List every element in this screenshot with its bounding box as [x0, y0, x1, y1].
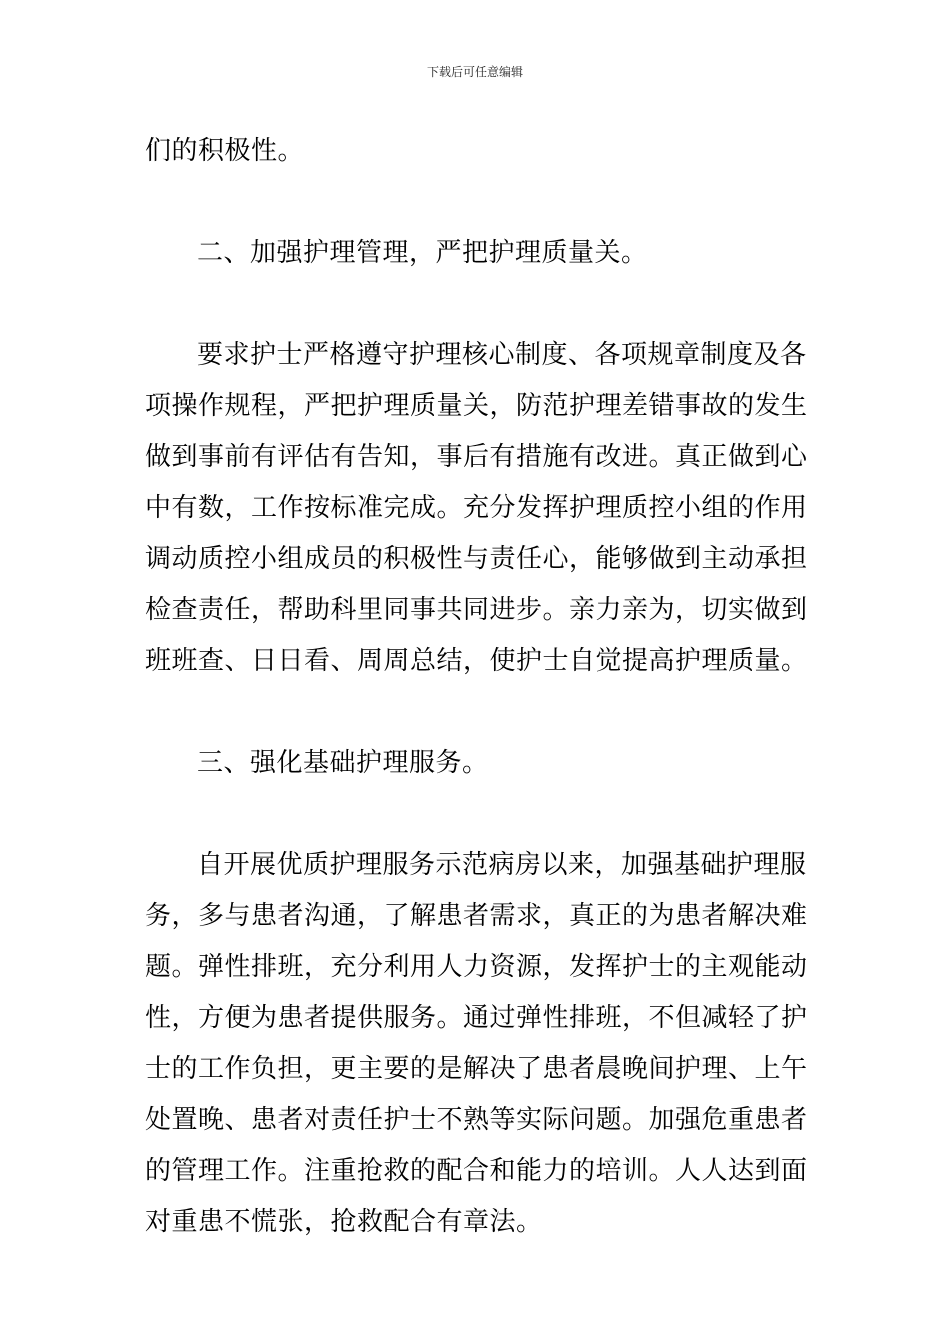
- section-heading: 三、强化基础护理服务。: [197, 748, 489, 778]
- paragraph-line: 班班查、日日看、周周总结，使护士自觉提高护理质量。: [145, 646, 808, 676]
- paragraph-line: 们的积极性。: [145, 136, 305, 166]
- page-header: 下载后可任意编辑: [426, 65, 523, 79]
- paragraph-line: 中有数，工作按标准完成。充分发挥护理质控小组的作用: [145, 493, 808, 523]
- paragraph-line: 项操作规程，严把护理质量关，防范护理差错事故的发生: [145, 391, 808, 421]
- document-body: [145, 126, 810, 1248]
- paragraph-gap: [145, 177, 810, 228]
- paragraph-line: 士的工作负担，更主要的是解决了患者晨晚间护理、上午: [145, 1054, 808, 1084]
- paragraph-line: 要求护士严格遵守护理核心制度、各项规章制度及各: [197, 340, 807, 370]
- paragraph-gap: [145, 789, 810, 840]
- paragraph-line: 性，方便为患者提供服务。通过弹性排班，不但减轻了护: [145, 1003, 808, 1033]
- paragraph-line: 题。弹性排班，充分利用人力资源，发挥护士的主观能动: [145, 952, 808, 982]
- paragraph-line: 做到事前有评估有告知，事后有措施有改进。真正做到心: [145, 442, 808, 472]
- paragraph-line: 务，多与患者沟通，了解患者需求，真正的为患者解决难: [145, 901, 808, 931]
- paragraph-gap: [145, 279, 810, 330]
- paragraph-line: 的管理工作。注重抢救的配合和能力的培训。人人达到面: [145, 1156, 808, 1186]
- paragraph-line: 检查责任，帮助科里同事共同进步。亲力亲为，切实做到: [145, 595, 808, 625]
- section-heading: 二、加强护理管理，严把护理质量关。: [197, 238, 648, 268]
- paragraph-gap: [145, 687, 810, 738]
- paragraph-line: 对重患不慌张，抢救配合有章法。: [145, 1207, 543, 1237]
- paragraph-line: 调动质控小组成员的积极性与责任心，能够做到主动承担: [145, 544, 808, 574]
- paragraph-line: 处置晚、患者对责任护士不熟等实际问题。加强危重患者: [145, 1105, 808, 1135]
- paragraph-line: 自开展优质护理服务示范病房以来，加强基础护理服: [197, 850, 807, 880]
